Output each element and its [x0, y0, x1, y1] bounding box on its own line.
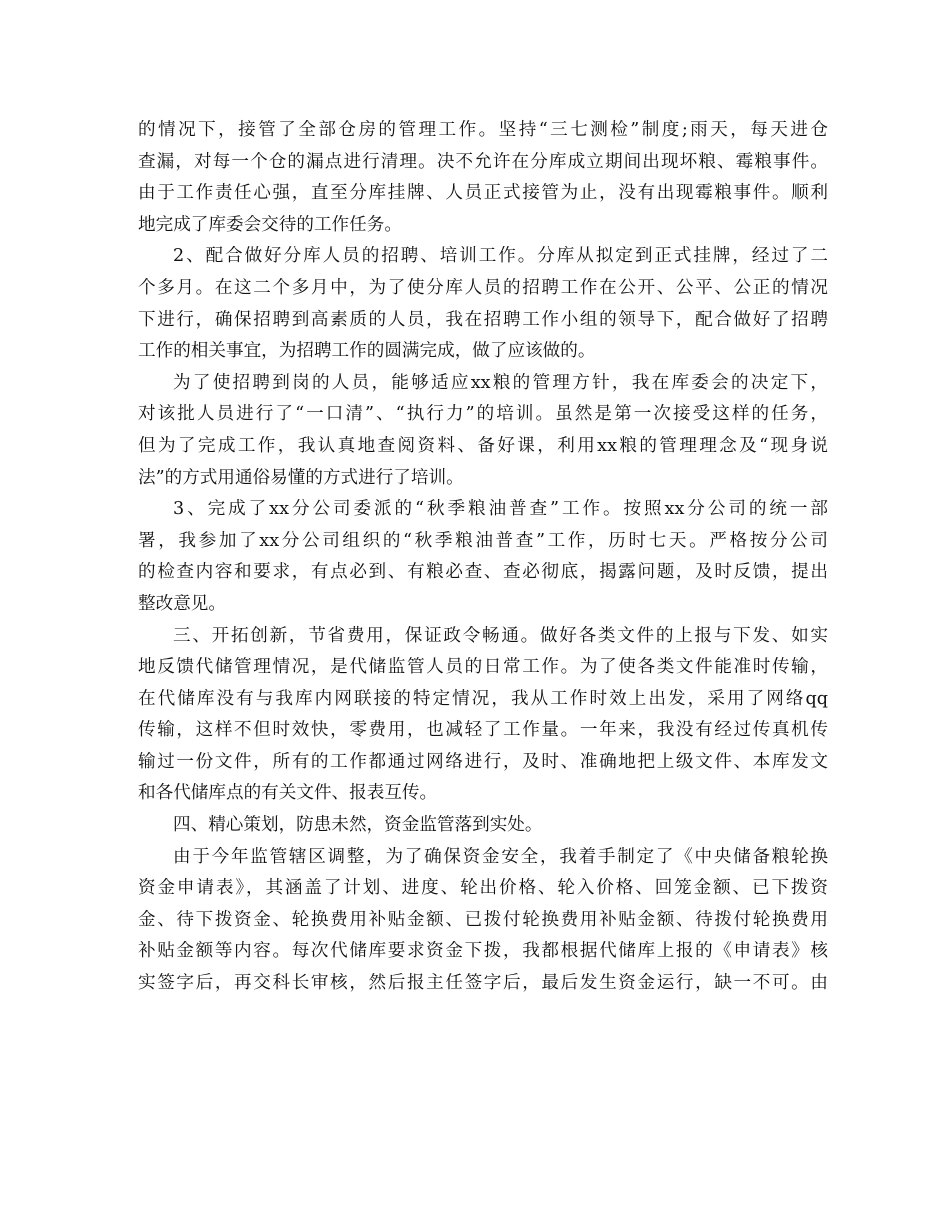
- text-line: 补贴金额等内容。每次代储库要求资金下拨，我都根据代储库上报的《申请表》核: [138, 941, 828, 962]
- text-line: 由于工作责任心强，直至分库挂牌、人员正式接管为止，没有出现霉粮事件。顺利: [138, 183, 828, 204]
- text-line: 实签字后，再交科长审核，然后报主任签字后，最后发生资金运行，缺一不可。由: [138, 973, 828, 994]
- text-line: 2、配合做好分库人员的招聘、培训工作。分库从拟定到正式挂牌，经过了二: [173, 246, 828, 267]
- document-body: [138, 115, 828, 1000]
- text-line: 地反馈代储管理情况，是代储监管人员的日常工作。为了使各类文件能准时传输，: [138, 657, 828, 678]
- text-line: 对该批人员进行了“一口清”、“执行力”的培训。虽然是第一次接受这样的任务，: [138, 404, 828, 425]
- text-line: 工作的相关事宜，为招聘工作的圆满完成，做了应该做的。: [138, 341, 596, 362]
- text-line: 3、完成了xx分公司委派的“秋季粮油普查”工作。按照xx分公司的统一部: [173, 499, 828, 520]
- section-heading: 四、精心策划，防患未然，资金监管落到实处。: [173, 815, 543, 836]
- text-line: 输过一份文件，所有的工作都通过网络进行，及时、准确地把上级文件、本库发文: [138, 751, 828, 772]
- text-line: 地完成了库委会交待的工作任务。: [138, 214, 402, 235]
- text-line: 和各代储库点的有关文件、报表互传。: [138, 783, 438, 804]
- text-line: 整改意见。: [138, 593, 226, 614]
- text-line: 资金申请表》，其涵盖了计划、进度、轮出价格、轮入价格、回笼金额、已下拨资: [138, 878, 828, 899]
- text-line: 但为了完成工作，我认真地查阅资料、备好课，利用xx粮的管理理念及“现身说: [138, 435, 828, 456]
- text-line: 法”的方式用通俗易懂的方式进行了培训。: [138, 467, 464, 488]
- text-line: 个多月。在这二个多月中，为了使分库人员的招聘工作在公开、公平、公正的情况: [138, 277, 828, 298]
- text-line: 金、待下拨资金、轮换费用补贴金额、已拨付轮换费用补贴金额、待拨付轮换费用: [138, 909, 828, 930]
- text-line: 为了使招聘到岗的人员，能够适应xx粮的管理方针，我在库委会的决定下，: [173, 372, 828, 393]
- text-line: 的检查内容和要求，有点必到、有粮必查、查必彻底，揭露问题，及时反馈，提出: [138, 562, 828, 583]
- text-line: 三、开拓创新，节省费用，保证政令畅通。做好各类文件的上报与下发、如实: [173, 625, 828, 646]
- text-line: 署，我参加了xx分公司组织的“秋季粮油普查”工作，历时七天。严格按分公司: [138, 530, 828, 551]
- text-line: 由于今年监管辖区调整，为了确保资金安全，我着手制定了《中央储备粮轮换: [173, 846, 828, 867]
- text-line: 在代储库没有与我库内网联接的特定情况，我从工作时效上出发，采用了网络qq: [138, 688, 828, 709]
- text-line: 的情况下，接管了全部仓房的管理工作。坚持“三七测检”制度;雨天，每天进仓: [138, 120, 828, 140]
- text-line: 下进行，确保招聘到高素质的人员，我在招聘工作小组的领导下，配合做好了招聘: [138, 309, 828, 330]
- text-line: 传输，这样不但时效快，零费用，也减轻了工作量。一年来，我没有经过传真机传: [138, 720, 828, 741]
- text-line: 查漏，对每一个仓的漏点进行清理。决不允许在分库成立期间出现坏粮、霉粮事件。: [138, 151, 828, 172]
